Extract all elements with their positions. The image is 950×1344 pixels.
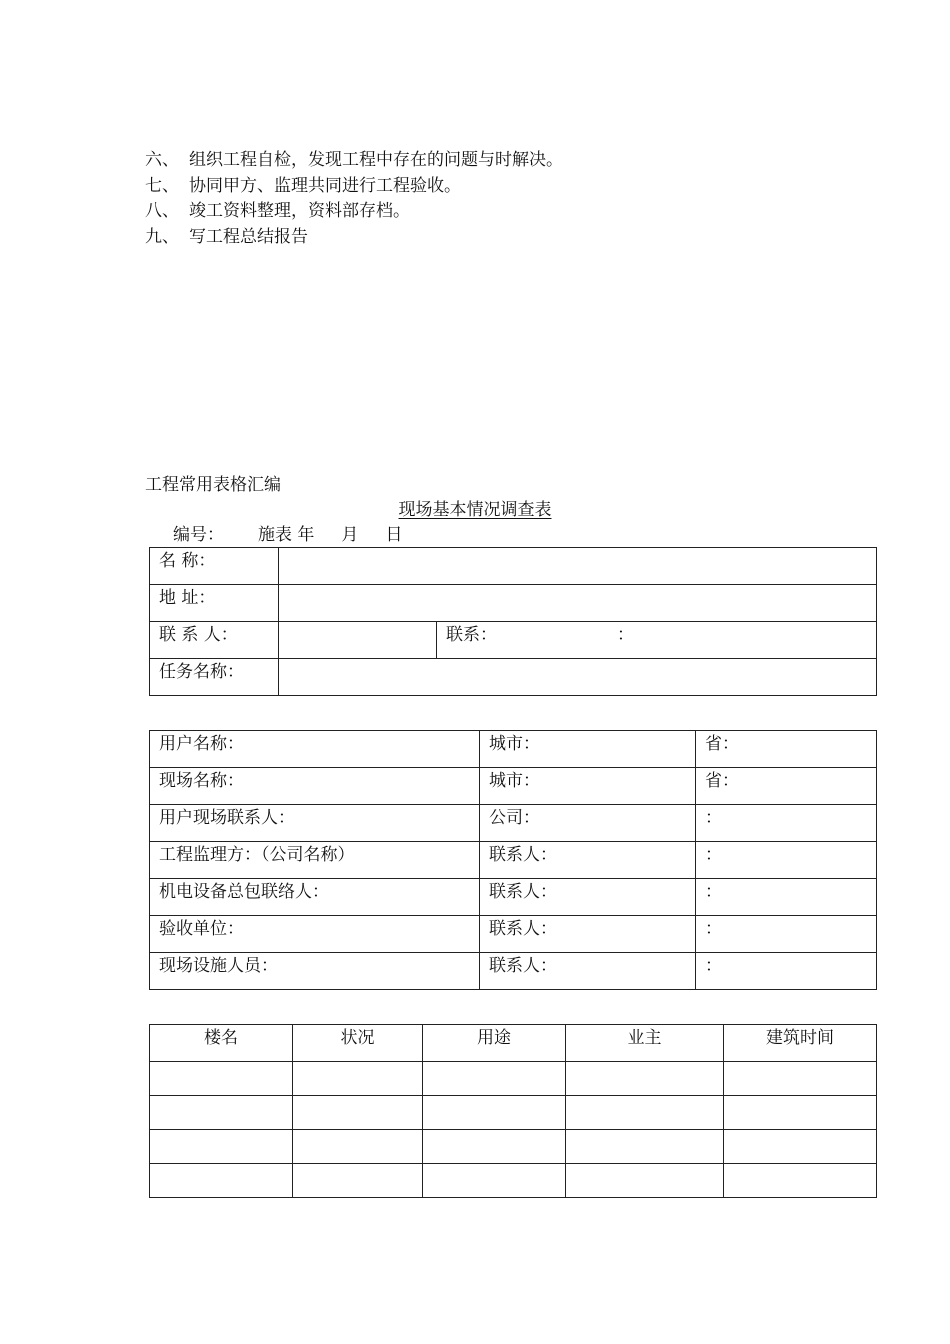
step-number: 七、	[145, 175, 179, 196]
address-field[interactable]	[279, 585, 877, 622]
cell-label: 省：	[696, 731, 877, 768]
table-cell[interactable]	[293, 1164, 423, 1198]
table-row	[150, 1130, 877, 1164]
table-cell[interactable]	[150, 1096, 293, 1130]
table-cell[interactable]	[566, 1164, 724, 1198]
step-text: 竣工资料整理，资料部存档。	[189, 201, 410, 221]
contact2-cell[interactable]	[437, 622, 877, 659]
name-label: 名 称：	[150, 548, 279, 585]
list-item	[145, 148, 563, 174]
table-row	[150, 879, 877, 916]
step-text: 写工程总结报告	[189, 226, 308, 247]
cell-label: 公司：	[480, 805, 696, 842]
cell-label: 联系人：	[480, 879, 696, 916]
cell-label: ：	[696, 916, 877, 953]
table-cell[interactable]	[293, 1130, 423, 1164]
basic-info-table	[149, 547, 877, 696]
form-meta	[173, 523, 402, 547]
table-row	[150, 659, 877, 696]
table-cell[interactable]	[423, 1164, 566, 1198]
table-cell[interactable]	[423, 1130, 566, 1164]
table-row	[150, 768, 877, 805]
table-row	[150, 548, 877, 585]
address-label: 地 址：	[150, 585, 279, 622]
cell-label: 省：	[696, 768, 877, 805]
step-number: 八、	[145, 201, 179, 221]
table-cell[interactable]	[423, 1062, 566, 1096]
column-header: 状况	[293, 1025, 423, 1062]
form-title-wrap	[0, 498, 950, 522]
cell-label: 用户名称：	[150, 731, 480, 768]
cell-label: 现场设施人员：	[150, 953, 480, 990]
table-row	[150, 1062, 877, 1096]
step-number: 六、	[145, 150, 179, 170]
step-text: 组织工程自检，发现工程中存在的问题与时解决。	[189, 150, 563, 170]
table-cell[interactable]	[566, 1096, 724, 1130]
step-text: 协同甲方、监理共同进行工程验收。	[189, 175, 461, 196]
step-number: 九、	[145, 226, 179, 247]
building-table	[149, 1024, 877, 1198]
cell-label: 联系人：	[480, 842, 696, 879]
list-item	[145, 174, 563, 200]
table-cell[interactable]	[150, 1164, 293, 1198]
table-cell[interactable]	[724, 1096, 877, 1130]
site-info-table	[149, 730, 877, 990]
table-row	[150, 805, 877, 842]
table-cell[interactable]	[423, 1096, 566, 1130]
table-row	[150, 1164, 877, 1198]
task-field[interactable]	[279, 659, 877, 696]
table-cell[interactable]	[724, 1164, 877, 1198]
date-label: 施表 年 月 日	[258, 525, 403, 545]
table-cell[interactable]	[293, 1062, 423, 1096]
column-header: 用途	[423, 1025, 566, 1062]
table-cell[interactable]	[724, 1062, 877, 1096]
contact2-label: 联系：	[446, 625, 497, 645]
column-header: 业主	[566, 1025, 724, 1062]
cell-label: ：	[696, 805, 877, 842]
cell-label: 联系人：	[480, 953, 696, 990]
table-row	[150, 622, 877, 659]
table-cell[interactable]	[150, 1062, 293, 1096]
column-header: 楼名	[150, 1025, 293, 1062]
form-title: 现场基本情况调查表	[398, 500, 552, 520]
table-header-row	[150, 1025, 877, 1062]
table-row	[150, 916, 877, 953]
cell-label: 工程监理方：（公司名称）	[150, 842, 480, 879]
contact2-colon: ：	[617, 625, 634, 645]
task-label: 任务名称：	[150, 659, 279, 696]
cell-label: 用户现场联系人：	[150, 805, 480, 842]
cell-label: 现场名称：	[150, 768, 480, 805]
table-cell[interactable]	[566, 1062, 724, 1096]
table-row	[150, 842, 877, 879]
table-row	[150, 585, 877, 622]
section-title: 工程常用表格汇编	[145, 475, 281, 495]
table-row	[150, 953, 877, 990]
table-cell[interactable]	[724, 1130, 877, 1164]
cell-label: ：	[696, 953, 877, 990]
cell-label: 城市：	[480, 768, 696, 805]
cell-label: ：	[696, 879, 877, 916]
list-item	[145, 199, 563, 225]
list-item	[145, 225, 563, 251]
cell-label: 验收单位：	[150, 916, 480, 953]
table-cell[interactable]	[566, 1130, 724, 1164]
table-row	[150, 731, 877, 768]
name-field[interactable]	[279, 548, 877, 585]
contact-field[interactable]	[279, 622, 437, 659]
contact-label: 联 系 人：	[150, 622, 279, 659]
step-list	[145, 148, 563, 250]
cell-label: 联系人：	[480, 916, 696, 953]
table-row	[150, 1096, 877, 1130]
cell-label: 机电设备总包联络人：	[150, 879, 480, 916]
cell-label: 城市：	[480, 731, 696, 768]
table-cell[interactable]	[150, 1130, 293, 1164]
cell-label: ：	[696, 842, 877, 879]
number-label: 编号：	[173, 525, 224, 545]
table-cell[interactable]	[293, 1096, 423, 1130]
column-header: 建筑时间	[724, 1025, 877, 1062]
